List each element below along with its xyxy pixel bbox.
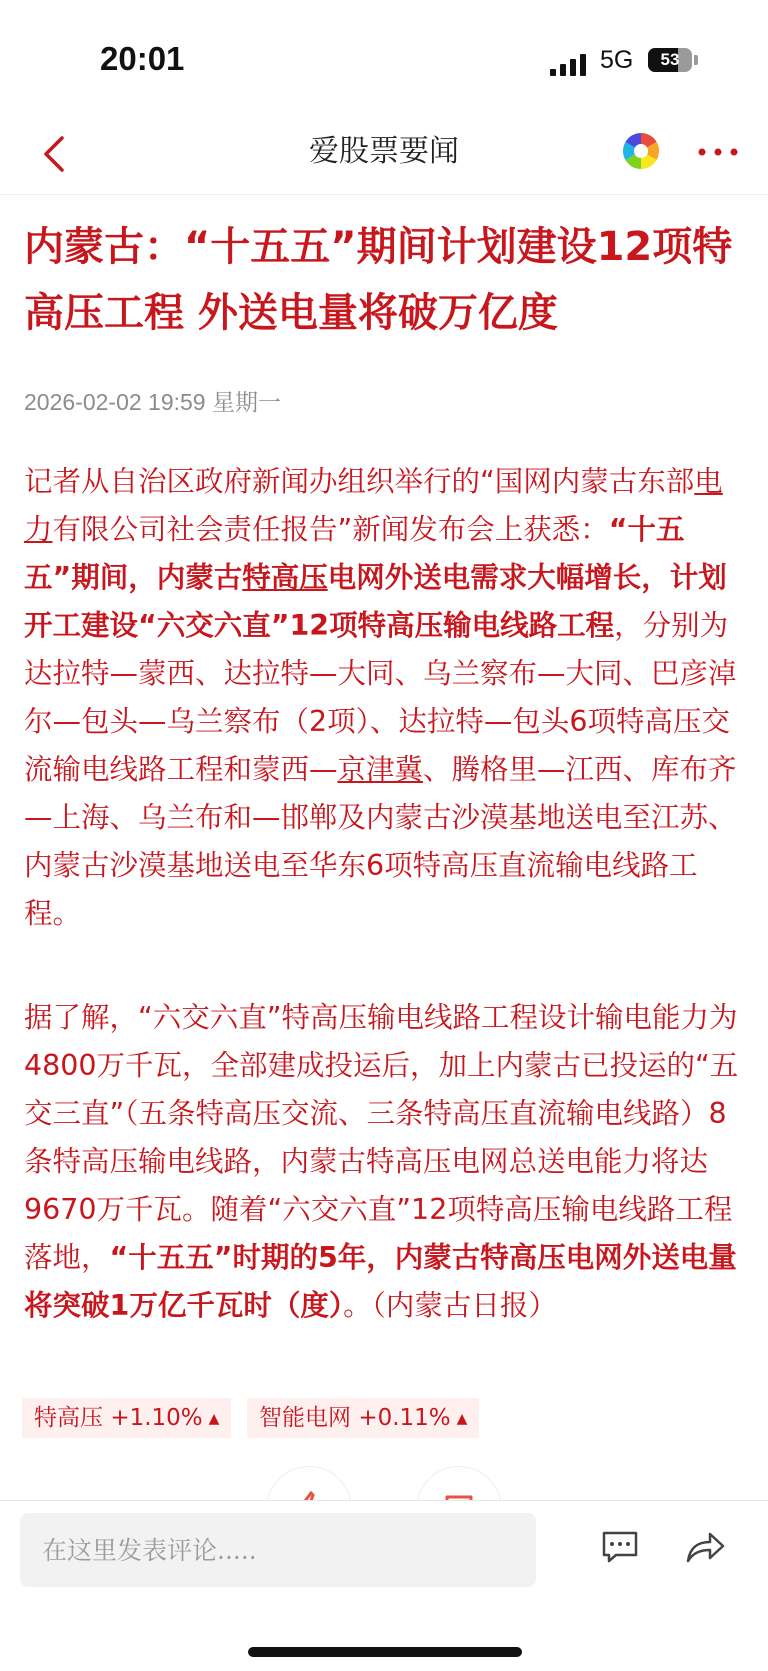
nav-bar (0, 112, 768, 195)
battery-icon (648, 48, 692, 72)
comment-input[interactable] (20, 1513, 536, 1587)
link-jjj[interactable]: 京津冀 (337, 753, 424, 786)
text-segment: 有限公司社会责任报告”新闻发布会上获悉： (52, 513, 609, 546)
article-date: 2026-02-02 19:59 星期一 (24, 389, 281, 415)
article-paragraph-1 (24, 458, 746, 938)
link-power[interactable]: 电力 (24, 465, 723, 546)
page-title: 爱股票要闻 (309, 134, 459, 169)
bottom-bar (0, 1500, 768, 1671)
battery-cap (694, 55, 698, 65)
tag-name: 特高压 (34, 1405, 103, 1431)
text-segment: 据了解，“六交六直”特高压输电线路工程设计输电能力为4800万千瓦，全部建成投运后，加上内蒙古已投运的“五交三直”（五条特高压交流、三条特高压直流输电线路）8条特高压输电线路，内蒙古特高压电网总送电能力将达9670万千瓦。随着“六交六直”12项特高压输电线路工程落地， (24, 1001, 739, 1274)
text-segment: ，分别为达拉特—蒙西、达拉特—大同、乌兰察布—大同、巴彦淖尔—包头—乌兰察布（2项）、达拉特—包头6项特高压交流输电线路工程和蒙西— (24, 609, 737, 786)
app-logo-icon[interactable] (622, 132, 660, 170)
tag-change: +0.11% (358, 1405, 451, 1431)
status-time: 20:01 (100, 40, 185, 77)
stock-tag-smartgrid[interactable] (247, 1398, 479, 1438)
network-type: 5G (600, 46, 634, 74)
triangle-up-icon: ▲ (456, 1410, 468, 1427)
battery-level: 53 (660, 50, 680, 69)
home-indicator (248, 1647, 522, 1657)
article-headline: 内蒙古：“十五五”期间计划建设12项特高压工程 外送电量将破万亿度 (24, 224, 733, 336)
tag-change: +1.10% (110, 1405, 203, 1431)
tag-name: 智能电网 (259, 1405, 351, 1431)
text-segment: 记者从自治区政府新闻办组织举行的“国网内蒙古东部 (24, 465, 695, 498)
text-segment: 。（内蒙古日报） (343, 1289, 557, 1322)
link-uhv[interactable]: 特高压 (242, 561, 328, 594)
bold-segment: 电网外送电需求大幅增长，计划开工建设“六交六直”12项特高压输电线路工程 (24, 561, 727, 642)
status-bar (0, 0, 768, 120)
share-icon[interactable] (684, 1529, 726, 1565)
text-segment: 、腾格里—江西、库布齐—上海、乌兰布和—邯郸及内蒙古沙漠基地送电至江苏、内蒙古沙漠基地送电至华东6项特高压直流输电线路工程。 (24, 753, 737, 930)
triangle-up-icon: ▲ (208, 1410, 220, 1427)
article-paragraph-2 (24, 994, 746, 1330)
signal-icon (550, 54, 588, 76)
more-dots-icon[interactable] (694, 140, 742, 164)
bold-segment: “十五五”期间，内蒙古 (24, 513, 685, 594)
bold-segment: “十五五”时期的5年，内蒙古特高压电网外送电量将突破1万亿千瓦时（度） (24, 1241, 737, 1322)
comment-icon[interactable] (600, 1529, 640, 1565)
stock-tag-uhv[interactable] (22, 1398, 231, 1438)
